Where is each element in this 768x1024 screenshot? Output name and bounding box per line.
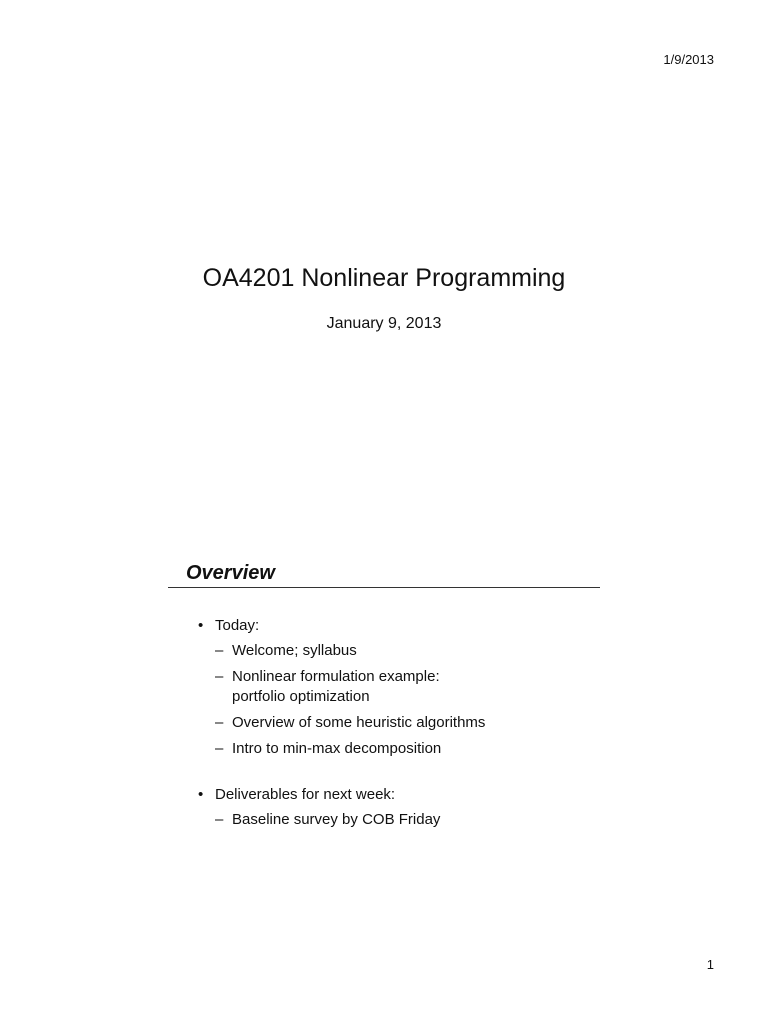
sub-text: Baseline survey by COB Friday <box>232 811 441 828</box>
sub-item <box>215 739 600 759</box>
heading-rule <box>168 587 600 588</box>
bullet-list <box>198 616 600 830</box>
sub-marker: – <box>215 668 224 685</box>
slide-title: OA4201 Nonlinear Programming <box>202 264 566 292</box>
overview-slide <box>168 560 600 830</box>
bullet-text: Today: <box>215 617 260 634</box>
sub-item <box>215 641 600 661</box>
sub-marker: – <box>215 714 224 731</box>
slide-subtitle: January 9, 2013 <box>326 315 442 332</box>
bullet-marker: • <box>198 617 204 634</box>
sub-text: Welcome; syllabus <box>232 642 357 659</box>
bullet-item <box>198 616 600 759</box>
sub-text: Overview of some heuristic algorithms <box>232 714 486 731</box>
bullet-item <box>198 785 600 830</box>
sub-item <box>215 810 600 830</box>
sub-marker: – <box>215 811 224 828</box>
sub-text-continuation: portfolio optimization <box>232 688 370 705</box>
sub-item <box>215 667 600 707</box>
sub-item <box>215 713 600 733</box>
sub-list <box>215 810 600 830</box>
sub-text: Intro to min-max decomposition <box>232 740 442 757</box>
sub-marker: – <box>215 740 224 757</box>
sub-text: Nonlinear formulation example: <box>232 668 440 685</box>
bullet-text: Deliverables for next week: <box>215 786 396 803</box>
page-number: 1 <box>706 957 714 972</box>
sub-list <box>215 641 600 759</box>
header-date: 1/9/2013 <box>663 52 714 67</box>
overview-heading: Overview <box>186 562 275 584</box>
bullet-marker: • <box>198 786 204 803</box>
sub-marker: – <box>215 642 224 659</box>
